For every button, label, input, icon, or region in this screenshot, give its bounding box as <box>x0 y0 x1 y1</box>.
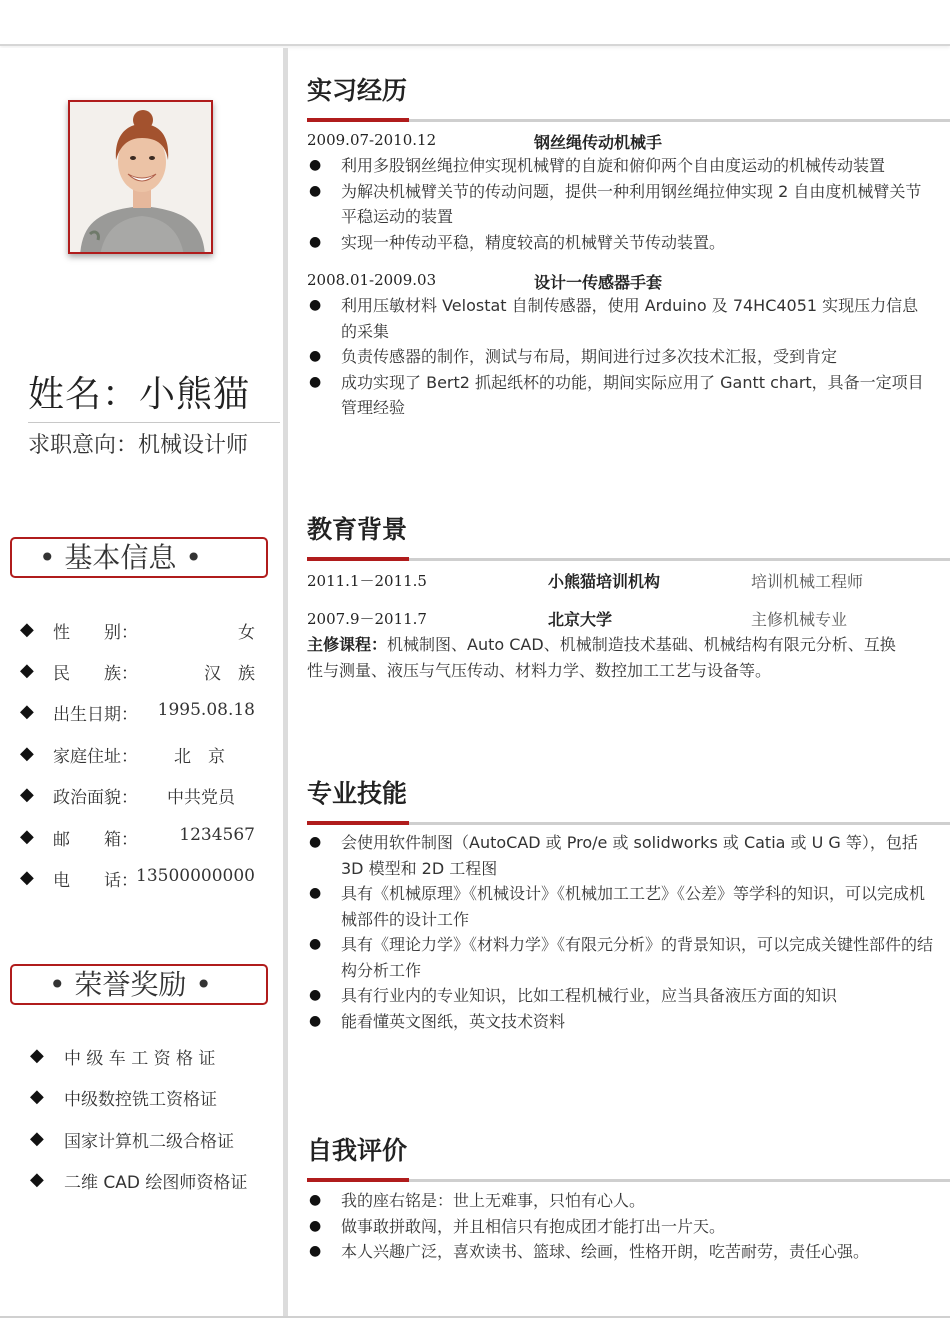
profile-photo <box>68 100 213 254</box>
info-row-ethnicity <box>20 659 255 683</box>
list-item: ● 本人兴趣广泛，喜欢读书、篮球、绘画，性格开朗，吃苦耐劳，责任心强。 <box>307 1239 937 1265</box>
award-label: 国家计算机二级合格证 <box>64 1132 234 1152</box>
course-summary <box>307 632 897 684</box>
bullet-dot-icon: ● <box>309 373 322 390</box>
bullet-dot-icon: ● <box>309 233 322 250</box>
info-label: 家庭住址： <box>53 747 138 767</box>
info-value: 中共党员 <box>167 788 235 808</box>
education-major: 主修机械专业 <box>751 610 848 629</box>
info-value: 北 京 <box>174 747 225 767</box>
bullet-dot-icon: ● <box>309 987 322 1003</box>
info-value: 1234567 <box>179 825 255 845</box>
diamond-bullet-icon: ◆ <box>20 867 34 888</box>
bullet-dot-icon: ● <box>309 936 322 952</box>
bullet-dot-icon: ● <box>309 1243 322 1259</box>
education-school: 北京大学 <box>548 610 613 629</box>
info-row-political <box>20 783 255 807</box>
info-value: 汉 族 <box>204 664 255 684</box>
internship-date: 2008.01-2009.03 <box>307 271 437 289</box>
self-eval-title: 自我评价 <box>307 1136 408 1165</box>
list-item: ● 为解决机械臂关节的传动问题，提供一种利用钢丝绳拉伸实现 2 自由度机械臂关节平稳运动的装置 <box>307 179 927 230</box>
education-major: 培训机械工程师 <box>751 572 864 591</box>
diamond-bullet-icon: ◆ <box>20 826 34 847</box>
section-accent-bar <box>307 557 409 561</box>
diamond-bullet-icon: ◆ <box>30 1169 44 1190</box>
education-title: 教育背景 <box>307 515 408 544</box>
honors-title: • 荣誉奖励 • <box>49 968 212 1001</box>
info-label: 电 话： <box>53 871 138 891</box>
award-item <box>30 1085 255 1109</box>
diamond-bullet-icon: ◆ <box>20 743 34 764</box>
diamond-bullet-icon: ◆ <box>20 701 34 722</box>
diamond-bullet-icon: ◆ <box>30 1086 44 1107</box>
diamond-bullet-icon: ◆ <box>20 619 34 640</box>
basic-info-title: • 基本信息 • <box>39 541 202 574</box>
info-label: 民 族： <box>53 664 138 684</box>
info-value: 1995.08.18 <box>157 700 255 720</box>
award-item <box>30 1168 255 1192</box>
bullet-dot-icon: ● <box>309 1012 322 1029</box>
course-label: 主修课程： <box>307 635 388 654</box>
education-date: 2011.1－2011.5 <box>307 572 427 590</box>
list-item: ● 具有《机械原理》《机械设计》《机械加工工艺》《公差》等学科的知识，可以完成机械部件的设计工作 <box>307 881 937 932</box>
info-label: 邮 箱： <box>53 830 138 850</box>
award-label: 中 级 车 工 资 格 证 <box>64 1049 216 1069</box>
info-label: 性 别： <box>53 623 138 643</box>
list-item: ● 利用压敏材料 Velostat 自制传感器，使用 Arduino 及 74HC4051 实现压力信息的采集 <box>307 293 927 344</box>
skills-bullets <box>307 830 937 1034</box>
education-date: 2007.9－2011.7 <box>307 610 427 628</box>
internship-title: 实习经历 <box>307 76 408 105</box>
candidate-name: 姓名：小熊猫 <box>28 374 251 415</box>
bullet-dot-icon: ● <box>309 297 322 313</box>
info-row-address <box>20 742 255 766</box>
list-item: ● 成功实现了 Bert2 抓起纸杯的功能，期间实际应用了 Gantt chart，具备一定项目管理经验 <box>307 370 927 421</box>
skills-title: 专业技能 <box>307 779 408 808</box>
internship-role: 设计一传感器手套 <box>534 273 663 292</box>
list-item: ● 具有《理论力学》《材料力学》《有限元分析》的背景知识，可以完成关键性部件的结构分析工作 <box>307 932 937 983</box>
bullet-dot-icon: ● <box>309 157 322 173</box>
info-row-birthdate <box>20 700 255 724</box>
info-row-email <box>20 825 255 849</box>
info-row-phone <box>20 866 255 890</box>
section-accent-bar <box>307 118 409 122</box>
list-item: ● 负责传感器的制作，测试与布局，期间进行过多次技术汇报，受到肯定 <box>307 344 927 370</box>
diamond-bullet-icon: ◆ <box>30 1045 44 1066</box>
internship-date: 2009.07-2010.12 <box>307 131 437 149</box>
list-item: ● 利用多股钢丝绳拉伸实现机械臂的自旋和俯仰两个自由度运动的机械传动装置 <box>307 153 927 179</box>
honors-header <box>10 964 268 1005</box>
education-school: 小熊猫培训机构 <box>548 572 661 591</box>
list-item: ● 能看懂英文图纸，英文技术资料 <box>307 1009 937 1035</box>
list-item: ● 具有行业内的专业知识，比如工程机械行业，应当具备液压方面的知识 <box>307 983 937 1009</box>
award-label: 二维 CAD 绘图师资格证 <box>64 1173 248 1193</box>
award-item <box>30 1127 255 1151</box>
top-band <box>0 0 950 46</box>
list-item: ● 我的座右铭是：世上无难事，只怕有心人。 <box>307 1188 937 1214</box>
list-item: ● 会使用软件制图（AutoCAD 或 Pro/e 或 solidworks 或 Catia 或 U G 等），包括 3D 模型和 2D 工程图 <box>307 830 937 881</box>
bullet-dot-icon: ● <box>309 1217 322 1234</box>
basic-info-header <box>10 537 268 578</box>
internship-bullets <box>307 153 927 255</box>
info-label: 出生日期： <box>53 705 138 725</box>
list-item: ● 实现一种传动平稳，精度较高的机械臂关节传动装置。 <box>307 230 927 256</box>
info-value: 13500000000 <box>136 866 255 886</box>
diamond-bullet-icon: ◆ <box>20 660 34 681</box>
diamond-bullet-icon: ◆ <box>30 1128 44 1149</box>
list-item: ● 做事敢拼敢闯，并且相信只有抱成团才能打出一片天。 <box>307 1214 937 1240</box>
internship-role: 钢丝绳传动机械手 <box>534 133 663 152</box>
bullet-dot-icon: ● <box>309 834 322 850</box>
info-value: 女 <box>238 623 255 643</box>
bullet-dot-icon: ● <box>309 885 322 901</box>
bullet-dot-icon: ● <box>309 348 322 364</box>
info-label: 政治面貌： <box>53 788 138 808</box>
name-underline <box>28 422 280 423</box>
job-intent: 求职意向：机械设计师 <box>28 433 249 458</box>
bottom-line <box>0 1316 950 1318</box>
award-label: 中级数控铣工资格证 <box>64 1090 217 1110</box>
course-text: 机械制图、Auto CAD、机械制造技术基础、机械结构有限元分析、互换性与测量、液压与气压传动、材料力学、数控加工工艺与设备等。 <box>307 635 896 680</box>
portrait-image <box>70 102 213 254</box>
internship-bullets <box>307 293 927 421</box>
bullet-dot-icon: ● <box>309 1192 322 1208</box>
info-row-gender <box>20 618 255 642</box>
section-accent-bar <box>307 1178 409 1182</box>
column-divider <box>283 48 288 1316</box>
section-accent-bar <box>307 821 409 825</box>
bullet-dot-icon: ● <box>309 182 322 199</box>
self-eval-bullets <box>307 1188 937 1265</box>
diamond-bullet-icon: ◆ <box>20 784 34 805</box>
award-item <box>30 1044 255 1068</box>
